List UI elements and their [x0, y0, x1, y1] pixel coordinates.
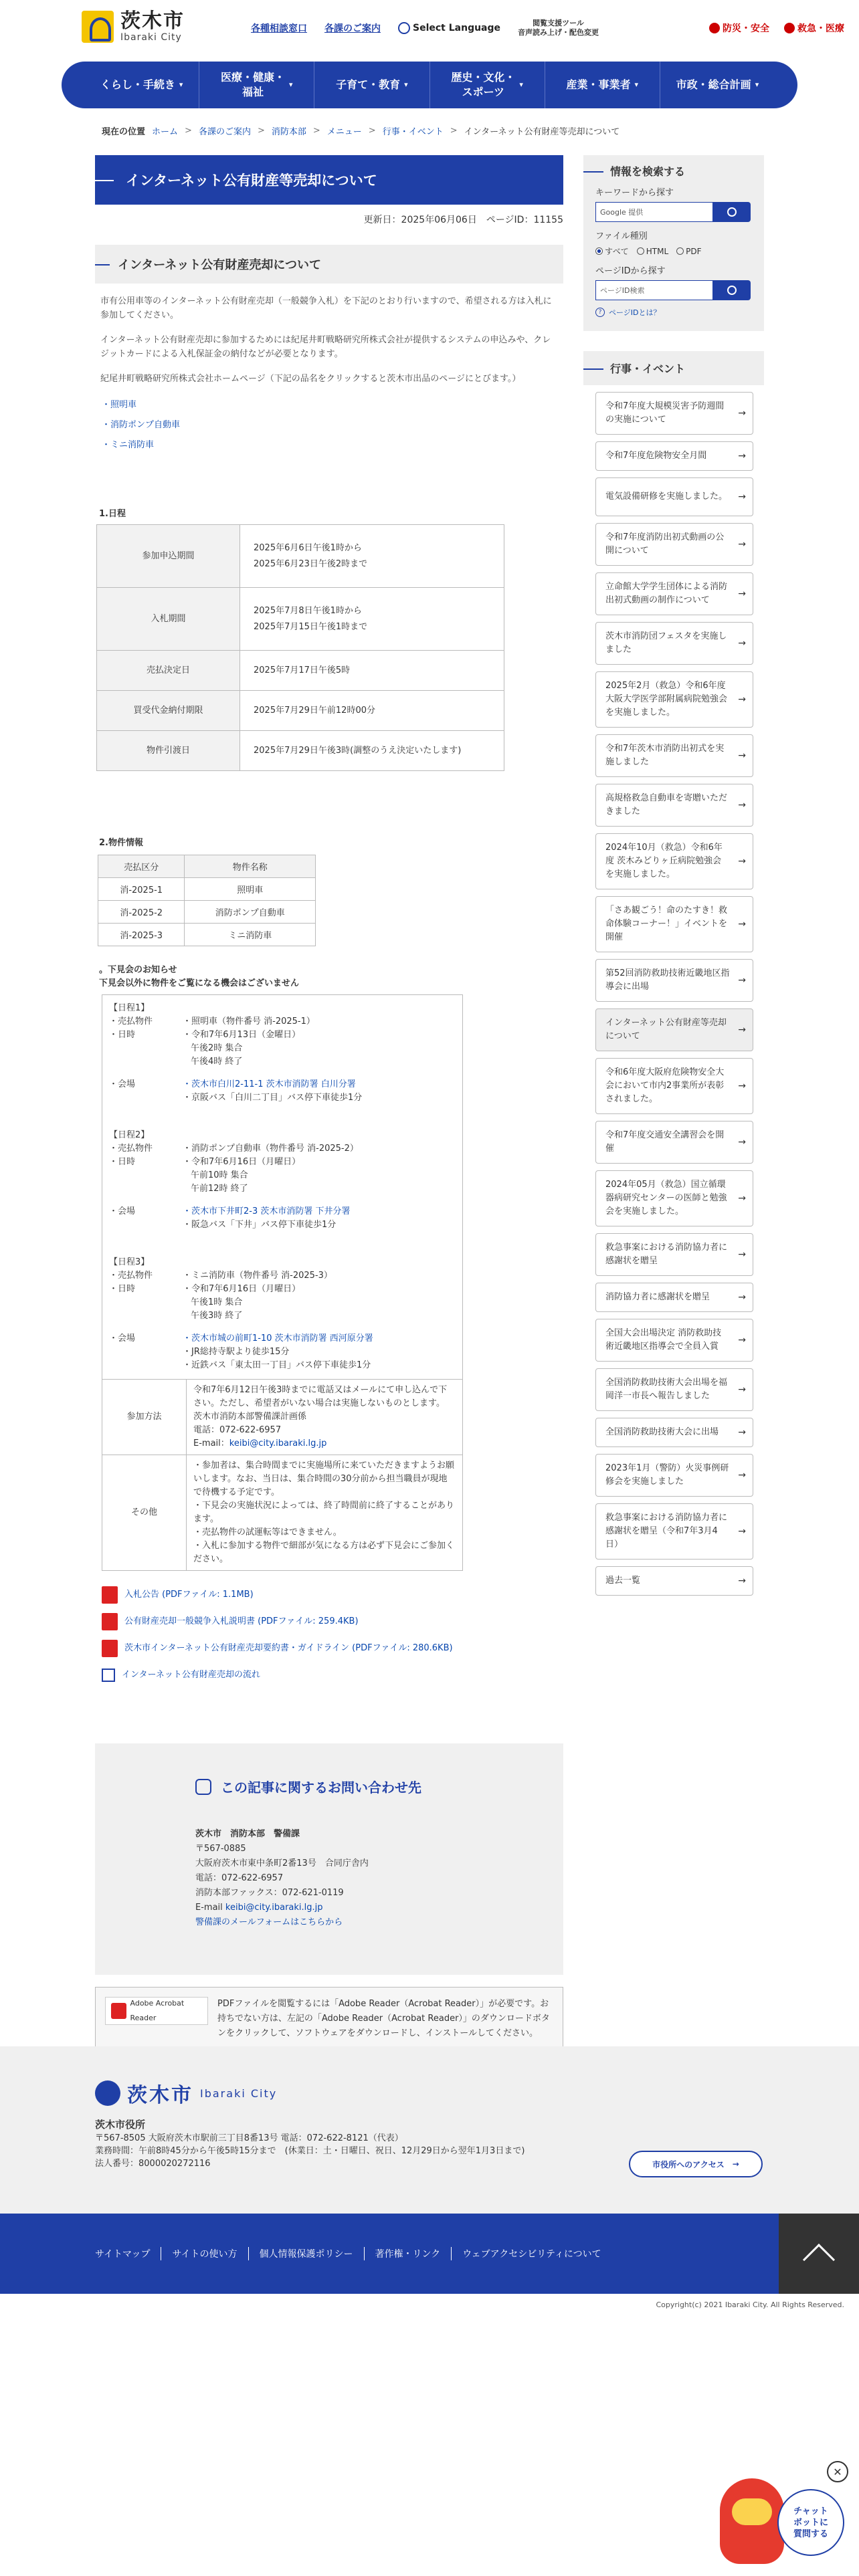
event-link[interactable]: 茨木市消防団フェスタを実施しました → — [595, 622, 753, 665]
table-cell-line: 2025年6月6日午後1時から — [254, 542, 362, 553]
gnav-health[interactable] — [199, 62, 314, 108]
radio-label: すべて — [605, 247, 629, 256]
table-cell: ミニ消防車 — [185, 924, 316, 946]
phone-icon — [195, 1779, 211, 1795]
event-link[interactable]: 救急事案における消防協力者に感謝状を贈呈（令和7年3月4日） → — [595, 1503, 753, 1560]
event-link[interactable]: 「さあ観ごう！命のたすき！救命体験コーナー！」イベントを開催 → — [595, 896, 753, 952]
page-id-label: ページIDから探す — [595, 266, 666, 276]
gnav-label: 医療・健康・ — [220, 71, 285, 84]
intro-text-3: 紀尾井町戦略研究所株式会社ホームページ（下記の品名をクリックすると茨木市出品のページにとびます。） — [100, 374, 521, 384]
page-id-help — [595, 307, 752, 318]
chatbot-label: ボットに — [793, 2517, 828, 2528]
table-cell: 消-2025-2 — [98, 901, 185, 924]
venue-link[interactable]: ・茨木市城の前町1-10 茨木市消防署 西河原分署 — [183, 1333, 373, 1344]
filetype-label: ファイル種別 — [595, 231, 648, 241]
file-item — [102, 1635, 557, 1662]
sidebar — [583, 155, 764, 1602]
tool-line1: 閲覧支援ツール — [533, 19, 584, 27]
footer-link[interactable]: サイトマップ — [95, 2247, 161, 2260]
item-link-pump-truck[interactable]: ・消防ポンプ自動車 — [102, 420, 181, 430]
event-link[interactable]: 救急事案における消防協力者に感謝状を贈呈 → — [595, 1233, 753, 1276]
spacer — [109, 1218, 183, 1232]
table-row — [102, 1380, 463, 1455]
chevron-down-icon: ▾ — [289, 80, 293, 89]
contact-line: E-mail — [195, 1903, 225, 1913]
acrobat-text: PDFファイルを閲覧するには「Adobe Reader（Acrobat Reader）」が必要です。お持ちでない方は、左記の「Adobe Reader（Acrobat Reader）」のダウンロードボタンをクリックして、ソフトウェアをダウンロードし、インストールしてください。 — [217, 1999, 550, 2038]
other-text: ・入札に参加する物件で細部が気になる方は必ず下見会にご参加ください。 — [193, 1541, 455, 1564]
breadcrumb-sep: > — [257, 126, 265, 136]
filetype-radios — [595, 245, 752, 257]
event-link[interactable]: 全国消防救助技術大会に出場 → — [595, 1418, 753, 1447]
file-link[interactable]: 公有財産売却一般競争入札説明書 (PDFファイル: 259.4KB) — [124, 1616, 359, 1626]
logo-en-text: Ibaraki City — [120, 32, 182, 43]
radio-all[interactable] — [595, 245, 629, 257]
language-label: Select Language — [413, 23, 501, 33]
departments-link[interactable]: 各課のご案内 — [324, 23, 381, 34]
chatbot-label: 質問する — [793, 2529, 828, 2539]
schedule-heading: 1.日程 — [99, 509, 126, 519]
spacer — [109, 1359, 183, 1372]
table-row — [98, 901, 316, 924]
close-icon[interactable]: ✕ — [827, 2461, 848, 2482]
table-cell: 2025年7月29日午前12時00分 — [240, 691, 504, 731]
table-row — [98, 924, 316, 946]
table-row — [97, 588, 504, 651]
gnav-label: 子育て・教育 — [336, 78, 401, 91]
footer-hours-line: 業務時間：午前8時45分から午後5時15分まで (休業日：土・日曜日、祝日、12月29日から翌年1月3日まで) — [95, 2146, 525, 2156]
gnav-label: くらし・手続き — [100, 78, 175, 91]
logo-text: 茨木市 — [120, 9, 185, 33]
chevron-down-icon: ▾ — [404, 80, 408, 89]
chatbot-label: チャット — [793, 2506, 828, 2516]
chevron-down-icon: ▾ — [179, 80, 183, 89]
table-cell-line: 2025年6月23日午後2時まで — [254, 558, 368, 569]
table-key: 入札期間 — [97, 588, 240, 651]
access-button[interactable] — [629, 2151, 763, 2177]
spacer — [109, 1309, 183, 1323]
row-value: 午後2時 集合 — [191, 1043, 243, 1053]
pdf-icon — [102, 1613, 118, 1630]
breadcrumb-sep: > — [450, 126, 458, 136]
gnav-culture[interactable] — [430, 62, 545, 108]
acrobat-icon — [111, 2003, 126, 2019]
gnav-label: 産業・事業者 — [566, 78, 631, 91]
day-tag: 【日程2】 — [109, 1130, 150, 1140]
table-key: 物件引渡日 — [97, 731, 240, 771]
row-value: ・消防ポンプ自動車（物件番号 消-2025-2） — [183, 1144, 359, 1154]
gnav-business[interactable] — [545, 62, 660, 108]
table-cell — [240, 588, 504, 651]
property-table — [98, 855, 316, 946]
accessibility-tool-button[interactable] — [518, 19, 599, 37]
table-key: 売払決定日 — [97, 651, 240, 691]
footer-link[interactable]: 著作権・リンク — [365, 2247, 452, 2260]
event-link[interactable]: 立命館大学学生団体による消防出初式動画の制作について → — [595, 572, 753, 615]
table-row — [102, 995, 463, 1380]
updated-date: 更新日：2025年06月06日 ページID：11155 — [363, 215, 563, 225]
event-link[interactable]: 全国消防救助技術大会出場を福岡洋一市長へ報告しました → — [595, 1368, 753, 1411]
venue-link[interactable]: ・茨木市下井町2-3 茨木市消防署 下井分署 — [183, 1206, 351, 1216]
event-link[interactable]: 令和7年度危険物安全月間 → — [595, 441, 753, 471]
site-footer — [0, 2046, 859, 2214]
row-value: 午前12時 終了 — [191, 1184, 248, 1194]
row-value: ・令和7年6月13日（金曜日） — [183, 1030, 301, 1040]
other-text: ・売払物件の試運転等はできません。 — [193, 1527, 342, 1537]
footer-logo[interactable] — [95, 2078, 277, 2108]
event-link[interactable]: 消防協力者に感謝状を贈呈 → — [595, 1283, 753, 1312]
table-row — [102, 1455, 463, 1571]
gnav-label-2: スポーツ — [462, 86, 505, 98]
chatbot-button[interactable] — [777, 2489, 844, 2556]
row-key: ・売払物件 — [109, 1144, 153, 1154]
safety-link[interactable] — [709, 21, 769, 35]
gnav-government[interactable] — [660, 62, 775, 108]
globe-icon — [398, 22, 410, 34]
day-grid — [109, 1142, 456, 1232]
footer-link[interactable]: サイトの使い方 — [161, 2247, 248, 2260]
search-icon — [727, 207, 737, 217]
web-page-icon — [102, 1669, 115, 1682]
ambulance-icon — [784, 23, 795, 33]
table-cell: 消防ポンプ自動車 — [185, 901, 316, 924]
table-row — [97, 525, 504, 588]
contact-line: 消防本部ファックス：072-621-0119 — [195, 1888, 344, 1898]
radio-html[interactable] — [637, 245, 668, 257]
question-icon: ? — [595, 308, 605, 317]
page-id-search — [595, 280, 752, 300]
acrobat-badge-label: Adobe Acrobat Reader — [130, 1999, 185, 2022]
event-link[interactable]: 令和6年度大阪府危険物安全大会において市内2事業所が表彰されました。 → — [595, 1058, 753, 1114]
breadcrumb-sep: > — [185, 126, 192, 136]
event-link[interactable]: 第52回消防救助技術近畿地区指導会に出場 → — [595, 959, 753, 1002]
chevron-down-icon: ▾ — [755, 80, 759, 89]
chevron-down-icon: ▾ — [519, 80, 523, 89]
breadcrumb — [102, 124, 619, 137]
page-id-help-link[interactable]: ページIDとは？ — [609, 308, 661, 317]
past-events-link[interactable]: 過去一覧 → — [595, 1566, 753, 1596]
property-heading: 2.物件情報 — [99, 838, 143, 848]
table-cell: 照明車 — [185, 878, 316, 901]
footer-address — [95, 2119, 524, 2170]
footer-logo-text: 茨木市 — [127, 2084, 193, 2107]
item-link-mini-fire-truck[interactable]: ・ミニ消防車 — [102, 440, 155, 450]
safety-icon — [709, 23, 720, 33]
search-title: 情報を検索する — [595, 163, 752, 179]
keyword-search — [595, 202, 752, 222]
event-link[interactable]: 2024年05月（救急）国立循環器病研究センターの医師と勉強会を実施しました。 → — [595, 1170, 753, 1226]
schedule-table — [96, 524, 504, 771]
row-value: ・JR総持寺駅より徒歩15分 — [183, 1347, 290, 1357]
footer-address-line: 〒567-8505 大阪府茨木市駅前三丁目8番13号 電話：072-622-8121（代表） — [95, 2133, 403, 2143]
copyright: Copyright(c) 2021 Ibaraki City. All Rights Reserved. — [656, 2300, 844, 2309]
contact-line: 大阪府茨木市東中条町2番13号 合同庁舎内 — [195, 1858, 369, 1868]
search-icon — [727, 286, 737, 295]
day-grid — [109, 1015, 456, 1105]
table-cell: 2025年7月17日午後5時 — [240, 651, 504, 691]
table-cell — [240, 525, 504, 588]
keyword-input[interactable]: Google 提供 — [595, 202, 713, 222]
table-cell: 消-2025-3 — [98, 924, 185, 946]
radio-icon — [676, 247, 684, 255]
page-id-input[interactable]: ページID検索 — [595, 280, 713, 300]
acrobat-download-button[interactable] — [105, 1997, 208, 2025]
gnav-label: 歴史・文化・ — [451, 71, 516, 84]
contact-title: この記事に関するお問い合わせ先 — [221, 1780, 421, 1796]
table-cell — [187, 1455, 463, 1571]
radio-checked-icon — [595, 247, 603, 255]
footer-nav — [0, 2214, 859, 2294]
chevron-down-icon: ▾ — [634, 80, 639, 89]
item-links — [102, 395, 557, 455]
site-header — [0, 0, 859, 60]
safety-label: 防災・安全 — [723, 23, 769, 34]
intro-text-2: インターネット公有財産売却に参加するためには紀尾井町戦略研究所株式会社が提供するシステムの申込みや、クレジットカードによる入札保証金の納付などが必要となります。 — [100, 335, 551, 359]
breadcrumb-item[interactable]: 消防本部 — [271, 127, 306, 137]
page-id-search-button[interactable] — [713, 280, 751, 300]
section-heading: インターネット公有財産売却について — [95, 245, 563, 284]
row-value: 午前10時 集合 — [191, 1170, 248, 1180]
day-block — [109, 999, 456, 1111]
tool-line2: 音声読み上げ・配色変更 — [518, 28, 599, 37]
other-text: ・下見会の実施状況によっては、終了時間前に終了することがあります。 — [193, 1501, 455, 1524]
email-link[interactable]: keibi@city.ibaraki.lg.jp — [229, 1438, 327, 1448]
contact-line: 電話：072-622-6957 — [195, 1873, 284, 1883]
row-value: ・令和7年6月16日（月曜日） — [183, 1284, 301, 1294]
day-block — [109, 1111, 456, 1239]
file-link[interactable]: 入札公告 (PDFファイル: 1.1MB) — [124, 1590, 254, 1600]
event-link[interactable]: 令和7年度大規模災害予防週間の実施について → — [595, 392, 753, 435]
table-cell-line: 2025年7月15日午後1時まで — [254, 621, 368, 632]
file-link[interactable]: インターネット公有財産売却の流れ — [122, 1670, 260, 1680]
spacer — [109, 1182, 183, 1196]
column-header: 売払区分 — [98, 855, 185, 878]
join-email-row — [193, 1437, 456, 1451]
footer-corp-number: 法人番号：8000020272116 — [95, 2159, 211, 2169]
row-value: ・ミニ消防車（物件番号 消-2025-3） — [183, 1271, 332, 1281]
table-header-row — [98, 855, 316, 878]
schedule-days-cell — [102, 995, 463, 1380]
day-block — [109, 1239, 456, 1375]
events-list — [595, 392, 764, 1596]
spacer — [109, 1169, 183, 1182]
contact-box — [95, 1743, 563, 1975]
row-value: 午後3時 終了 — [191, 1311, 243, 1321]
table-row — [97, 691, 504, 731]
main-content — [95, 155, 563, 2050]
event-link[interactable]: 全国大会出場決定 消防救助技術近畿地区指導会で全員入賞 → — [595, 1319, 753, 1362]
day-tag: 【日程3】 — [109, 1257, 150, 1267]
table-row — [97, 651, 504, 691]
breadcrumb-item[interactable]: 各課のご案内 — [198, 127, 251, 137]
table-key: 参加方法 — [102, 1380, 187, 1455]
spacer — [109, 1042, 183, 1055]
table-row — [97, 731, 504, 771]
gnav-living[interactable] — [84, 62, 199, 108]
row-key: ・売払物件 — [109, 1271, 153, 1281]
events-heading: 行事・イベント — [583, 351, 764, 385]
file-item — [102, 1608, 557, 1635]
contact-line: 〒567-0885 — [195, 1844, 246, 1854]
row-key: ・日時 — [109, 1284, 136, 1294]
mascot-icon — [720, 2478, 784, 2564]
contact-body — [195, 1827, 563, 1930]
acrobat-notice — [95, 1987, 563, 2050]
emergency-link[interactable] — [784, 21, 844, 35]
pdf-icon — [102, 1586, 118, 1604]
table-key: 参加申込期間 — [97, 525, 240, 588]
row-key: ・売払物件 — [109, 1016, 153, 1027]
join-text: 茨木市消防本部警備課計画係 — [193, 1412, 307, 1422]
row-value: ・照明車（物件番号 消-2025-1） — [183, 1016, 315, 1027]
gnav-label: 市政・総合計画 — [676, 78, 751, 91]
join-text: 電話：072-622-6957 — [193, 1425, 282, 1435]
breadcrumb-sep: > — [368, 126, 376, 136]
row-value: 午後4時 終了 — [191, 1057, 243, 1067]
spacer — [109, 1091, 183, 1105]
keyword-label: キーワードから探す — [595, 188, 674, 198]
preview-heading: 。下見会のお知らせ — [99, 965, 177, 975]
breadcrumb-sep: > — [312, 126, 320, 136]
file-link[interactable]: 茨木市インターネット公有財産売却要約書・ガイドライン (PDFファイル: 280.6KB) — [124, 1643, 453, 1653]
preview-notice — [99, 964, 559, 990]
table-key: その他 — [102, 1455, 187, 1571]
day-grid — [109, 1269, 456, 1372]
row-key: ・会場 — [109, 1079, 136, 1089]
file-item — [102, 1662, 557, 1689]
gnav-label-2: 福祉 — [242, 86, 264, 98]
row-value: ・近鉄バス「東太田一丁目」バス停下車徒歩1分 — [183, 1360, 371, 1370]
pdf-icon — [102, 1640, 118, 1657]
preview-subheading: 下見会以外に物件をご覧になる機会はございません — [99, 978, 300, 988]
keyword-search-button[interactable] — [713, 202, 751, 222]
footer-office-name: 茨木市役所 — [95, 2119, 146, 2131]
radio-pdf[interactable] — [676, 245, 701, 257]
table-key: 買受代金納付期限 — [97, 691, 240, 731]
contact-name: 茨木市 消防本部 警備課 — [195, 1829, 300, 1839]
file-list — [102, 1582, 557, 1689]
breadcrumb-page: インターネット公有財産等売却について — [464, 127, 620, 137]
join-text: E-mail： — [193, 1438, 229, 1448]
breadcrumb-item[interactable]: 行事・イベント — [382, 127, 444, 137]
event-link-current[interactable]: インターネット公有財産等売却について → — [595, 1008, 753, 1051]
language-selector[interactable] — [398, 22, 500, 34]
file-item — [102, 1582, 557, 1608]
radio-label: PDF — [686, 246, 702, 256]
venue-link[interactable]: ・茨木市白川2-11-1 茨木市消防署 白川分署 — [183, 1079, 356, 1089]
breadcrumb-item[interactable]: メニュー — [326, 127, 362, 137]
site-logo[interactable] — [82, 11, 185, 43]
row-key: ・会場 — [109, 1206, 136, 1216]
event-link[interactable]: 2023年1月（警防）火災事例研修会を実施しました → — [595, 1454, 753, 1497]
gnav-education[interactable] — [314, 62, 430, 108]
spacer — [109, 1346, 183, 1359]
mascot-face — [732, 2498, 772, 2525]
footer-link[interactable]: ウェブアクセシビリティについて — [462, 2249, 601, 2260]
event-link[interactable]: 令和7年茨木市消防出初式を実施しました → — [595, 734, 753, 777]
column-header: 物件名称 — [185, 855, 316, 878]
event-link[interactable]: 令和7年度消防出初式動画の公開について → — [595, 523, 753, 566]
event-link[interactable]: 2025年2月（救急）令和6年度大阪大学医学部附属病院勉強会を実施しました。 → — [595, 671, 753, 728]
row-key: ・日時 — [109, 1030, 136, 1040]
row-key: ・日時 — [109, 1157, 136, 1167]
spacer — [109, 1296, 183, 1309]
chatbot-widget — [720, 2461, 851, 2568]
chevron-up-icon — [803, 2244, 835, 2276]
event-link[interactable]: 2024年10月（救急）令和6年度 茨木みどりヶ丘病院勉強会を実施しました。 → — [595, 833, 753, 889]
footer-logo-en: Ibaraki City — [200, 2086, 278, 2100]
city-emblem-icon — [82, 11, 114, 43]
item-link-light-vehicle[interactable]: ・照明車 — [102, 400, 137, 410]
event-link[interactable]: 令和7年度交通安全講習会を開催 → — [595, 1121, 753, 1164]
intro-text: 市有公用車等のインターネット公有財産売却（一般競争入札）を下記のとおり行いますので、希望される方は入札に参加してください。 — [100, 296, 552, 320]
page-title: インターネット公有財産等売却について — [95, 155, 563, 205]
back-to-top-button[interactable] — [779, 2214, 859, 2294]
spacer — [109, 1055, 183, 1069]
footer-link[interactable]: 個人情報保護ポリシー — [249, 2247, 365, 2260]
table-cell-line: 2025年7月8日午後1時から — [254, 605, 362, 616]
search-box — [583, 155, 764, 331]
event-link[interactable]: 電気設備研修を実施しました。 → — [595, 477, 753, 516]
arrow-right-icon: → — [732, 2159, 739, 2169]
contact-heading — [195, 1777, 563, 1796]
table-row — [98, 878, 316, 901]
breadcrumb-home[interactable]: ホーム — [152, 127, 179, 137]
preview-table — [102, 994, 463, 1571]
contact-form-link[interactable]: 警備課のメールフォームはこちらから — [195, 1917, 343, 1927]
other-text: ・参加者は、集合時間までに実施場所に来ていただきますようお願いします。なお、当日は、集合時間の30分前から担当職員が現地で待機する予定です。 — [193, 1461, 455, 1497]
contact-email-row — [195, 1901, 563, 1915]
consult-link[interactable]: 各種相談窓口 — [251, 23, 307, 34]
row-value: 午後1時 集合 — [191, 1297, 243, 1307]
join-text: 令和7年6月12日午後3時までに電話又はメールにて申し込んで下さい。ただし、希望者がいない場合は実施しないものとします。 — [193, 1385, 448, 1408]
contact-email-link[interactable]: keibi@city.ibaraki.lg.jp — [225, 1903, 323, 1913]
access-label: 市役所へのアクセス — [652, 2159, 725, 2169]
breadcrumb-current-label: 現在の位置 — [102, 127, 146, 137]
city-emblem-icon — [95, 2080, 120, 2106]
footer-links — [95, 2247, 612, 2260]
table-cell: 2025年7月29日午後3時(調整のうえ決定いたします) — [240, 731, 504, 771]
radio-icon — [637, 247, 644, 255]
emergency-label: 救急・医療 — [797, 23, 844, 34]
global-nav — [62, 62, 797, 108]
row-value: ・令和7年6月16日（月曜日） — [183, 1157, 301, 1167]
row-key: ・会場 — [109, 1333, 136, 1344]
table-cell: 消-2025-1 — [98, 878, 185, 901]
radio-label: HTML — [646, 246, 669, 256]
event-link[interactable]: 高規格救急自動車を寄贈いただきました → — [595, 784, 753, 827]
table-cell — [187, 1380, 463, 1455]
row-value: ・阪急バス「下井」バス停下車徒歩1分 — [183, 1220, 337, 1230]
day-tag: 【日程1】 — [109, 1003, 150, 1013]
row-value: ・京阪バス「白川二丁目」バス停下車徒歩1分 — [183, 1093, 363, 1103]
